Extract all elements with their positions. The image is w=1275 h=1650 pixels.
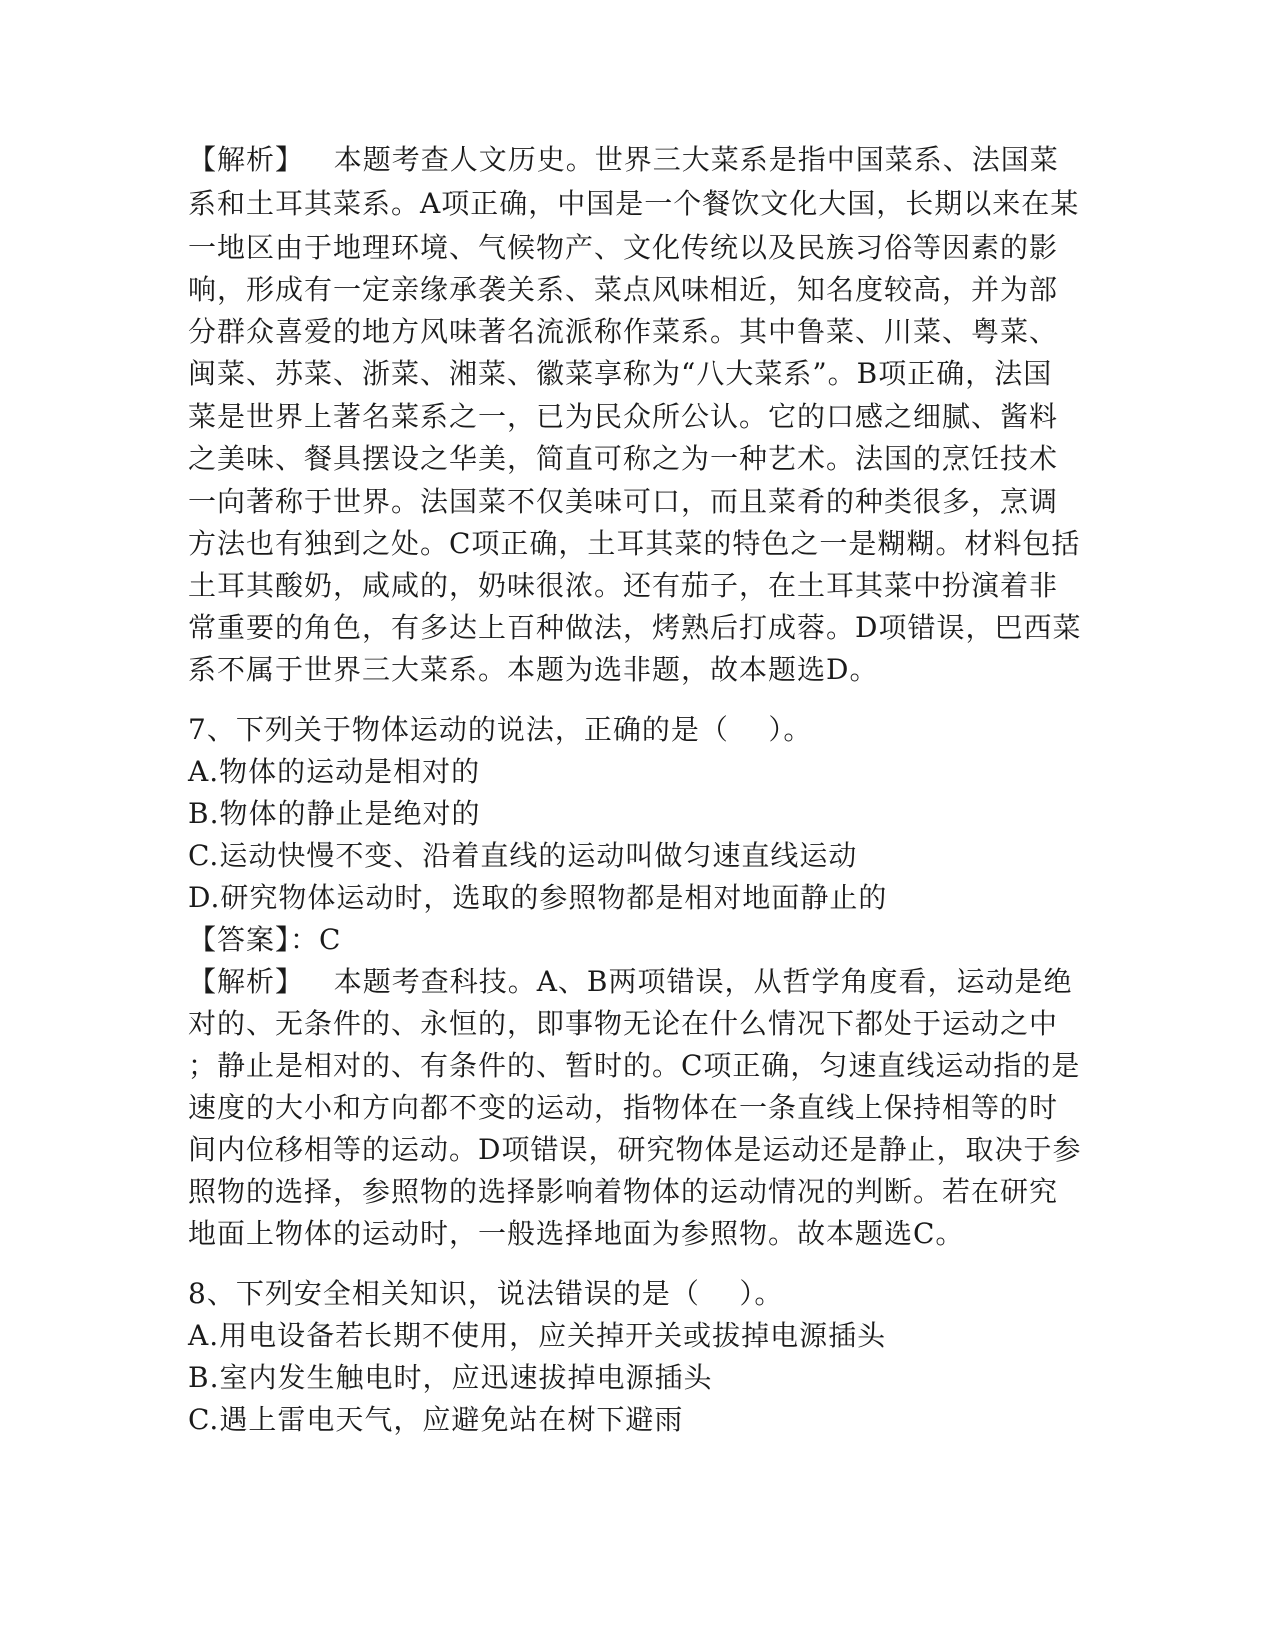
- analysis-7-line-2: 对的、无条件的、永恒的，即事物无论在什么情况下都处于运动之中: [188, 1007, 1059, 1040]
- analysis-7-line-5: 间内位移相等的运动。D项错误，研究物体是运动还是静止，取决于参: [188, 1133, 1082, 1166]
- analysis-6-line-9: 一向著称于世界。法国菜不仅美味可口，而且菜肴的种类很多，烹调: [188, 485, 1059, 518]
- question-7-stem: 7、下列关于物体运动的说法，正确的是（ ）。: [188, 713, 813, 746]
- question-8-option-b: B.室内发生触电时，应迅速拔掉电源插头: [188, 1361, 713, 1394]
- analysis-6-line-5: 分群众喜爱的地方风味著名流派称作菜系。其中鲁菜、川菜、粤菜、: [188, 315, 1059, 348]
- question-7-option-d: D.研究物体运动时，选取的参照物都是相对地面静止的: [188, 881, 888, 914]
- question-8-stem: 8、下列安全相关知识，说法错误的是（ ）。: [188, 1277, 784, 1310]
- question-7-option-a: A.物体的运动是相对的: [188, 755, 481, 788]
- analysis-6-line-2: 系和土耳其菜系。A项正确，中国是一个餐饮文化大国，长期以来在某: [188, 187, 1080, 220]
- analysis-7-line-6: 照物的选择，参照物的选择影响着物体的运动情况的判断。若在研究: [188, 1175, 1059, 1208]
- analysis-6-line-3: 一地区由于地理环境、气候物产、文化传统以及民族习俗等因素的影: [188, 231, 1059, 264]
- analysis-7-line-3: ；静止是相对的、有条件的、暂时的。C项正确，匀速直线运动指的是: [188, 1049, 1081, 1082]
- analysis-6-line-12: 常重要的角色，有多达上百种做法，烤熟后打成蓉。D项错误，巴西菜: [188, 611, 1082, 644]
- analysis-6-line-13: 系不属于世界三大菜系。本题为选非题，故本题选D。: [188, 653, 879, 686]
- analysis-6-line-11: 土耳其酸奶，咸咸的，奶味很浓。还有茄子，在土耳其菜中扮演着非: [188, 569, 1059, 602]
- question-8-option-c: C.遇上雷电天气，应避免站在树下避雨: [188, 1403, 684, 1436]
- analysis-7-line-7: 地面上物体的运动时，一般选择地面为参照物。故本题选C。: [188, 1217, 965, 1250]
- question-7-option-c: C.运动快慢不变、沿着直线的运动叫做匀速直线运动: [188, 839, 858, 872]
- analysis-6-line-8: 之美味、餐具摆设之华美，简直可称之为一种艺术。法国的烹饪技术: [188, 442, 1059, 475]
- analysis-7-line-4: 速度的大小和方向都不变的运动，指物体在一条直线上保持相等的时: [188, 1091, 1059, 1124]
- analysis-6-line-10: 方法也有独到之处。C项正确，土耳其菜的特色之一是糊糊。材料包括: [188, 527, 1081, 560]
- analysis-6-line-7: 菜是世界上著名菜系之一，已为民众所公认。它的口感之细腻、酱料: [188, 400, 1059, 433]
- question-8-option-a: A.用电设备若长期不使用，应关掉开关或拔掉电源插头: [188, 1319, 887, 1352]
- analysis-6-line-4: 响，形成有一定亲缘承袭关系、菜点风味相近，知名度较高，并为部: [188, 273, 1059, 306]
- question-7-option-b: B.物体的静止是绝对的: [188, 797, 481, 830]
- analysis-6-line-6: 闽菜、苏菜、浙菜、湘菜、徽菜享称为“八大菜系”。B项正确，法国: [188, 357, 1053, 390]
- question-7-answer: 【答案】：C: [188, 923, 342, 956]
- analysis-6-line-1: 【解析】 本题考查人文历史。世界三大菜系是指中国菜系、法国菜: [188, 143, 1059, 176]
- analysis-7-line-1: 【解析】 本题考查科技。A、B两项错误，从哲学角度看，运动是绝: [188, 965, 1073, 998]
